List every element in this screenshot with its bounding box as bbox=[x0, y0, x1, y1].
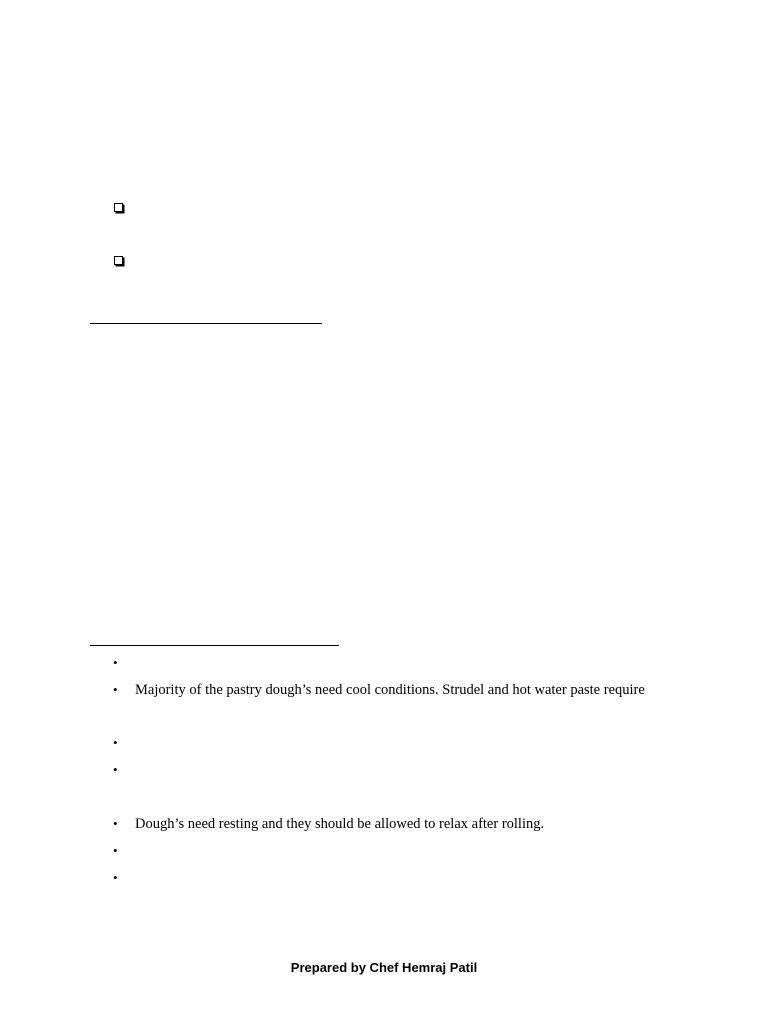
page-footer: Prepared by Chef Hemraj Patil bbox=[290, 960, 478, 975]
bullet-icon: • bbox=[113, 735, 118, 750]
bullet-icon: • bbox=[113, 682, 118, 697]
bullet-icon: • bbox=[113, 843, 118, 858]
list-item-text: Majority of the pastry dough’s need cool conditions. Strudel and hot water paste require bbox=[135, 682, 645, 698]
checkbox-icon bbox=[114, 203, 123, 212]
bullet-icon: • bbox=[113, 762, 118, 777]
bullet-icon: • bbox=[113, 655, 118, 670]
bullet-icon: • bbox=[113, 870, 118, 885]
list-item-text: Dough’s need resting and they should be allowed to relax after rolling. bbox=[135, 816, 545, 832]
heading-underline bbox=[90, 323, 322, 324]
heading-underline bbox=[90, 645, 339, 646]
checkbox-icon bbox=[114, 256, 123, 265]
bullet-icon: • bbox=[113, 816, 118, 831]
